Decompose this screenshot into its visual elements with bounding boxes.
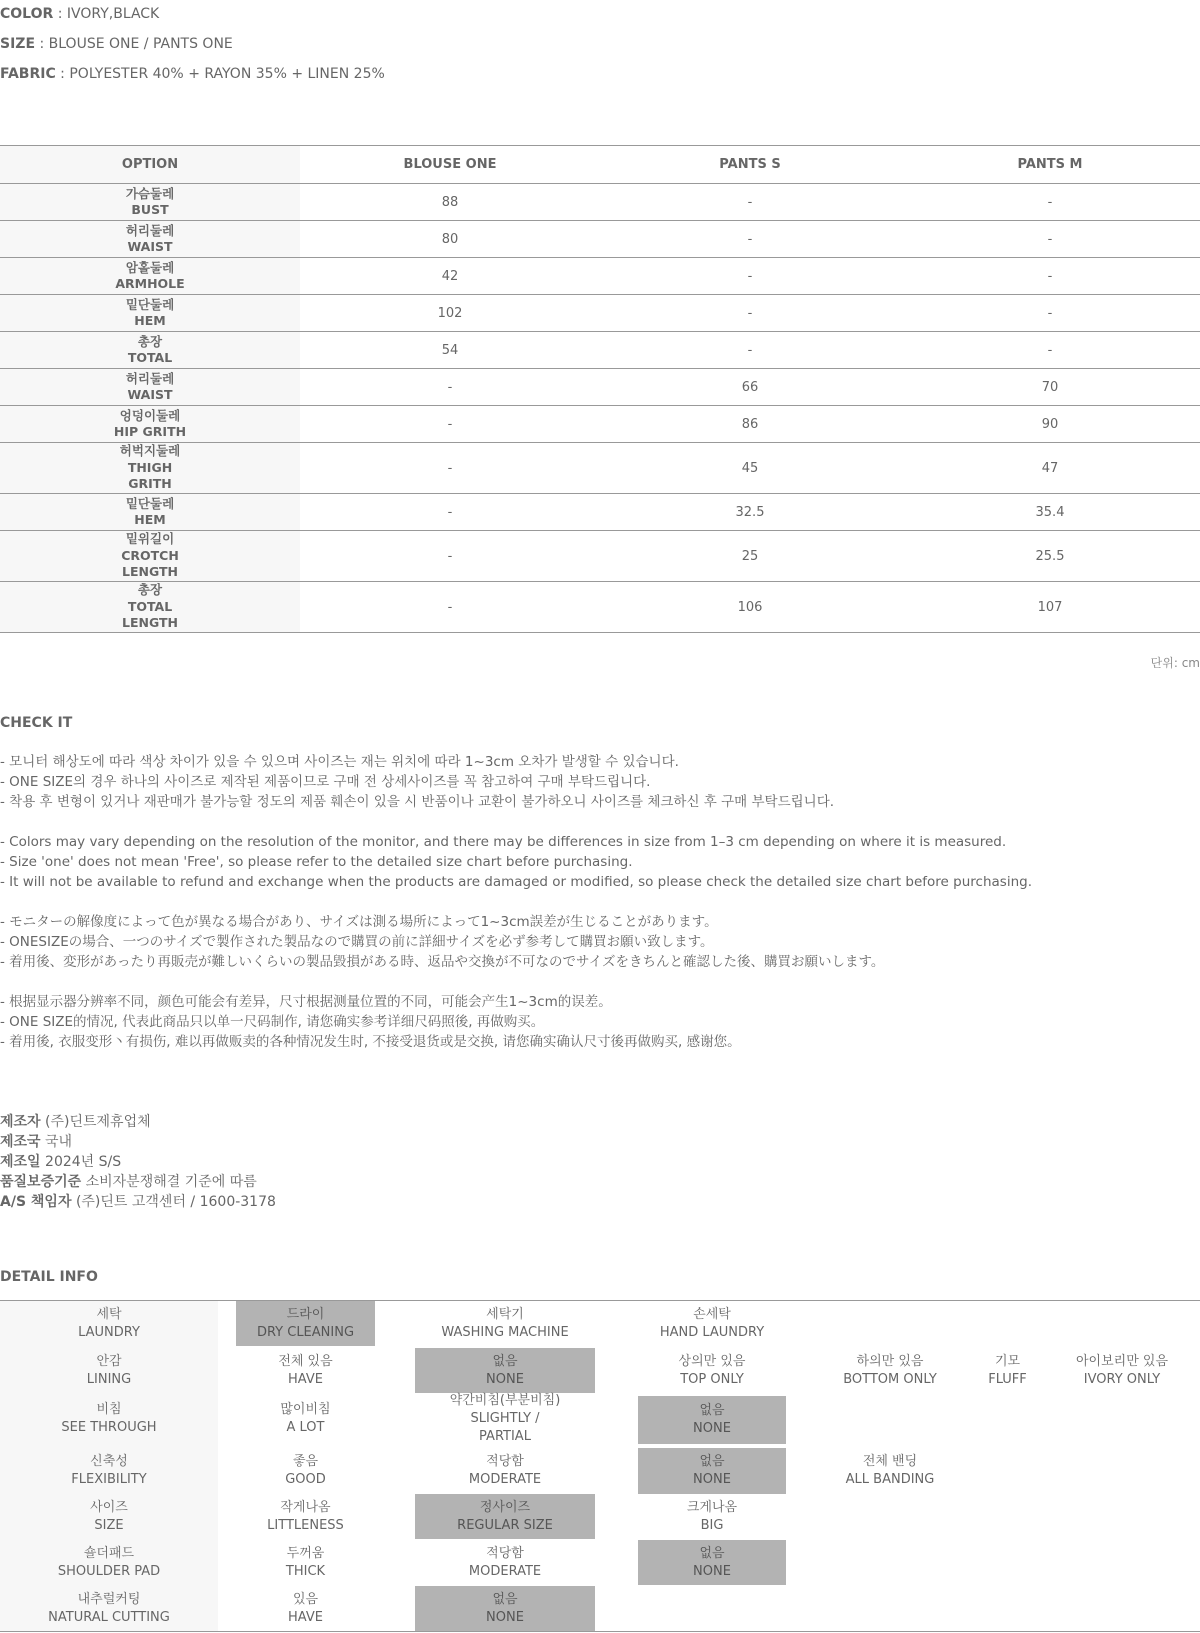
value-cell: - — [600, 184, 900, 221]
maker-label: A/S 책임자 — [0, 1194, 72, 1210]
detail-option — [236, 1396, 375, 1441]
detail-option-ko: 적당함 — [486, 1545, 524, 1561]
option-cell — [0, 332, 300, 369]
value-cell: 70 — [900, 369, 1200, 406]
note-line: - 根据显示器分辨率不同，颜色可能会有差异，尺寸根据测量位置的不同，可能会产生1~3cm的误差。 — [0, 994, 612, 1010]
detail-row-label — [0, 1494, 218, 1539]
detail-option — [638, 1301, 786, 1346]
detail-option — [820, 1448, 960, 1493]
option-cell — [0, 184, 300, 221]
detail-row-label — [0, 1396, 218, 1441]
spec-size-label: SIZE — [0, 36, 36, 52]
note-group — [0, 992, 1200, 1052]
detail-option-en: HAND LAUNDRY — [659, 1324, 765, 1340]
option-cell — [0, 443, 300, 494]
value-cell: 86 — [600, 406, 900, 443]
note-line: - 모니터 해상도에 따라 색상 차이가 있을 수 있으며 사이즈는 재는 위치에 따라 1~3cm 오차가 발생할 수 있습니다. — [0, 754, 679, 770]
detail-label-en: LAUNDRY — [78, 1324, 140, 1340]
option-en: WAIST — [127, 387, 173, 402]
detail-info-title: DETAIL INFO — [0, 1269, 98, 1285]
detail-option-ko: 전체 밴딩 — [862, 1453, 918, 1469]
note-group — [0, 752, 1200, 812]
note-line: - ONE SIZE的情况, 代表此商品只以单一尺码制作, 请您确实参考详细尺码照後, 再做购买。 — [0, 1014, 545, 1030]
note-line: - 착용 후 변형이 있거나 재판매가 불가능할 정도의 제품 훼손이 있을 시 반품이나 교환이 불가하오니 사이즈를 체크하신 후 구매 부탁드립니다. — [0, 794, 835, 810]
option-cell — [0, 369, 300, 406]
size-table-row — [0, 443, 1200, 494]
note-group — [0, 912, 1200, 972]
detail-label-en: FLEXIBILITY — [71, 1471, 147, 1487]
spec-size: SIZE : BLOUSE ONE / PANTS ONE — [0, 36, 233, 52]
value-cell: - — [300, 443, 600, 494]
detail-label-ko: 신축성 — [90, 1453, 128, 1469]
size-table-row — [0, 184, 1200, 221]
size-table-row — [0, 332, 1200, 369]
detail-option-en: TOP ONLY — [680, 1371, 744, 1387]
detail-option-ko: 하의만 있음 — [856, 1353, 924, 1369]
detail-option-en: NONE — [693, 1563, 731, 1579]
value-cell: 32.5 — [600, 494, 900, 531]
option-en: ARMHOLE — [115, 276, 185, 291]
detail-option-en: DRY CLEANING — [256, 1324, 355, 1340]
option-en: HIP GRITH — [113, 424, 187, 439]
size-table-header — [0, 146, 1200, 184]
maker-line — [0, 1152, 276, 1172]
detail-option-ko: 있음 — [292, 1591, 319, 1607]
detail-option-en: GOOD — [285, 1471, 326, 1487]
option-ko: 허리둘레 — [125, 222, 175, 238]
value-cell: - — [300, 582, 600, 633]
option-cell — [0, 295, 300, 332]
maker-label: 제조자 — [0, 1114, 41, 1130]
detail-option-en: THICK — [285, 1563, 326, 1579]
detail-option — [415, 1494, 595, 1539]
value-cell: - — [300, 406, 600, 443]
detail-option-ko: 적당함 — [486, 1453, 524, 1469]
size-table-row — [0, 369, 1200, 406]
detail-option — [236, 1586, 375, 1631]
detail-option — [415, 1301, 595, 1346]
spec-fabric-value: POLYESTER 40% + RAYON 35% + LINEN 25% — [69, 66, 385, 82]
detail-option-en: HAVE — [288, 1371, 323, 1387]
detail-option-en: NONE — [486, 1371, 524, 1387]
spec-size-value: BLOUSE ONE / PANTS ONE — [48, 36, 233, 52]
value-cell: - — [600, 258, 900, 295]
note-line: - モニターの解像度によって色が異なる場合があり、サイズは測る場所によって1~3cm誤差が生じることがあります。 — [0, 914, 718, 930]
option-ko: 밑위길이 — [125, 531, 175, 547]
detail-label-ko: 내추럴커팅 — [77, 1591, 141, 1607]
option-ko: 밑단둘레 — [125, 495, 175, 511]
option-en: BUST — [131, 202, 169, 217]
maker-label: 제조일 — [0, 1154, 41, 1170]
detail-label-ko: 사이즈 — [90, 1499, 128, 1515]
detail-option-en: NONE — [693, 1421, 731, 1436]
detail-bottom-divider — [0, 1631, 1200, 1632]
value-cell: 35.4 — [900, 494, 1200, 531]
value-cell: - — [900, 184, 1200, 221]
maker-label: 제조국 — [0, 1134, 41, 1150]
detail-option — [820, 1348, 960, 1393]
detail-option-ko: 없음 — [699, 1403, 725, 1418]
detail-row-label — [0, 1448, 218, 1493]
check-it-notes — [0, 752, 1200, 1072]
detail-label-ko: 안감 — [96, 1353, 122, 1369]
detail-label-ko: 세탁 — [96, 1306, 122, 1322]
detail-label-en: NATURAL CUTTING — [48, 1609, 170, 1625]
note-group — [0, 832, 1200, 892]
maker-value: 소비자분쟁해결 기준에 따름 — [85, 1174, 257, 1190]
size-table-row — [0, 258, 1200, 295]
maker-info — [0, 1112, 276, 1212]
value-cell: 90 — [900, 406, 1200, 443]
spec-color: COLOR : IVORY,BLACK — [0, 6, 160, 22]
maker-line — [0, 1172, 276, 1192]
detail-option-ko: 없음 — [699, 1545, 725, 1561]
detail-option-ko: 없음 — [699, 1454, 725, 1469]
detail-option-en: MODERATE — [468, 1471, 542, 1487]
detail-option-en: REGULAR SIZE — [457, 1517, 553, 1533]
maker-label: 품질보증기준 — [0, 1174, 82, 1190]
note-line: - 着用後, 衣服变形丶有损伤, 难以再做贩卖的各种情况发生时, 不接受退货或是交换, 请您确实确认尺寸後再做购买, 感谢您。 — [0, 1034, 741, 1050]
option-en: TOTAL — [127, 350, 173, 365]
detail-option — [236, 1494, 375, 1539]
option-cell — [0, 531, 300, 582]
detail-label-ko: 비침 — [96, 1401, 122, 1417]
detail-option — [236, 1448, 375, 1493]
option-ko: 엉덩이둘레 — [119, 407, 181, 423]
detail-option-en: A LOT — [286, 1419, 325, 1435]
option-en: HEM — [134, 512, 166, 527]
size-table-row — [0, 582, 1200, 633]
option-en: WAIST — [127, 239, 173, 254]
option-ko: 총장 — [137, 333, 163, 349]
option-cell — [0, 406, 300, 443]
detail-option-en: NONE — [693, 1472, 731, 1487]
header-pants-s: PANTS S — [600, 146, 900, 184]
detail-option-ko: 아이보리만 있음 — [1075, 1353, 1169, 1369]
option-ko: 총장 — [137, 582, 163, 598]
detail-option-ko: 두꺼움 — [286, 1545, 325, 1561]
value-cell: 45 — [600, 443, 900, 494]
detail-option — [236, 1348, 375, 1393]
detail-option — [415, 1348, 595, 1393]
detail-option — [415, 1448, 595, 1493]
maker-value: (주)딘트 고객센터 / 1600-3178 — [75, 1194, 276, 1210]
detail-option-en: WASHING MACHINE — [441, 1324, 569, 1340]
value-cell: - — [300, 531, 600, 582]
detail-label-en: SHOULDER PAD — [57, 1563, 161, 1579]
maker-value: 2024년 S/S — [45, 1154, 122, 1170]
value-cell: - — [300, 494, 600, 531]
value-cell: - — [600, 221, 900, 258]
spec-color-value: IVORY,BLACK — [66, 6, 160, 22]
unit-label: 단위: cm — [1150, 656, 1200, 670]
detail-option-ko: 약간비침(부분비침) — [449, 1393, 561, 1408]
option-en: TOTAL LENGTH — [122, 598, 178, 631]
note-line: - It will not be available to refund and exchange when the products are damaged or modified, so please check the detailed size chart before purchasing. — [0, 874, 1032, 890]
header-blouse-one: BLOUSE ONE — [300, 146, 600, 184]
value-cell: 88 — [300, 184, 600, 221]
detail-option — [638, 1396, 786, 1444]
detail-option-ko: 크게나옴 — [686, 1499, 738, 1515]
detail-option — [638, 1494, 786, 1539]
option-en: HEM — [134, 313, 166, 328]
option-ko: 허리둘레 — [125, 370, 175, 386]
detail-option-ko: 없음 — [492, 1353, 518, 1369]
detail-option-ko: 손세탁 — [693, 1306, 731, 1322]
detail-option — [236, 1301, 375, 1346]
detail-label-ko: 숄더패드 — [83, 1545, 135, 1561]
detail-option-ko: 많이비침 — [280, 1401, 331, 1417]
header-option: OPTION — [0, 146, 300, 184]
detail-option-en: NONE — [486, 1609, 524, 1625]
option-cell — [0, 221, 300, 258]
value-cell: - — [600, 295, 900, 332]
option-cell — [0, 258, 300, 295]
detail-option-ko: 작게나옴 — [280, 1499, 331, 1515]
detail-row-label — [0, 1586, 218, 1631]
detail-row-label — [0, 1540, 218, 1585]
check-it-title: CHECK IT — [0, 715, 73, 731]
detail-option — [638, 1348, 786, 1393]
value-cell: - — [900, 258, 1200, 295]
spec-fabric: FABRIC : POLYESTER 40% + RAYON 35% + LINEN 25% — [0, 66, 385, 82]
option-cell — [0, 494, 300, 531]
detail-label-en: SEE THROUGH — [61, 1419, 157, 1435]
detail-option-en: HAVE — [288, 1609, 323, 1625]
value-cell: 102 — [300, 295, 600, 332]
detail-option — [415, 1390, 595, 1448]
detail-option-ko: 전체 있음 — [278, 1353, 333, 1369]
spec-fabric-label: FABRIC — [0, 66, 56, 82]
value-cell: 42 — [300, 258, 600, 295]
detail-option-en: IVORY ONLY — [1083, 1371, 1161, 1387]
detail-option-en: ALL BANDING — [845, 1471, 935, 1487]
option-ko: 암홀둘레 — [125, 259, 175, 275]
option-cell — [0, 582, 300, 633]
option-en: CROTCH LENGTH — [121, 547, 179, 580]
note-line: - 着用後、変形があったり再販売が難しいくらいの製品毀損がある時、返品や交換が不可なのでサイズをきちんと確認した後、購買お願いします。 — [0, 954, 885, 970]
value-cell: - — [300, 369, 600, 406]
value-cell: 106 — [600, 582, 900, 633]
detail-option-en: BOTTOM ONLY — [843, 1371, 937, 1387]
option-ko: 허벅지둘레 — [119, 443, 181, 459]
maker-line — [0, 1192, 276, 1212]
maker-line — [0, 1112, 276, 1132]
option-ko: 가슴둘레 — [125, 185, 175, 201]
detail-option-ko: 정사이즈 — [479, 1499, 531, 1515]
detail-option — [970, 1348, 1045, 1393]
note-line: - ONE SIZE의 경우 하나의 사이즈로 제작된 제품이므로 구매 전 상세사이즈를 꼭 참고하여 구매 부탁드립니다. — [0, 774, 651, 790]
detail-option — [1070, 1348, 1174, 1393]
maker-value: (주)딘트제휴업체 — [45, 1114, 151, 1130]
detail-option-ko: 좋음 — [292, 1453, 319, 1469]
spec-color-label: COLOR — [0, 6, 54, 22]
value-cell: 47 — [900, 443, 1200, 494]
detail-option — [638, 1448, 786, 1494]
value-cell: - — [900, 295, 1200, 332]
value-cell: 25 — [600, 531, 900, 582]
header-pants-m: PANTS M — [900, 146, 1200, 184]
value-cell: - — [600, 332, 900, 369]
detail-label-en: LINING — [86, 1371, 132, 1387]
size-table-row — [0, 494, 1200, 531]
size-table — [0, 145, 1200, 633]
detail-row-label — [0, 1348, 218, 1393]
note-line: - ONESIZEの場合、一つのサイズで製作された製品なので購買の前に詳細サイズを必ず参考して購買お願い致します。 — [0, 934, 714, 950]
detail-option — [415, 1586, 595, 1631]
detail-option-ko: 기모 — [994, 1353, 1021, 1369]
detail-option-en: MODERATE — [468, 1563, 542, 1579]
detail-option-ko: 세탁기 — [486, 1306, 524, 1322]
detail-option — [415, 1540, 595, 1585]
size-table-row — [0, 406, 1200, 443]
option-en: THIGH GRITH — [127, 459, 173, 492]
detail-option-en: LITTLENESS — [267, 1517, 344, 1533]
note-line: - Size 'one' does not mean 'Free', so please refer to the detailed size chart before purchasing. — [0, 854, 633, 870]
detail-option-ko: 없음 — [492, 1591, 518, 1607]
value-cell: - — [900, 221, 1200, 258]
value-cell: - — [900, 332, 1200, 369]
value-cell: 107 — [900, 582, 1200, 633]
value-cell: 25.5 — [900, 531, 1200, 582]
maker-line — [0, 1132, 276, 1152]
size-table-row — [0, 221, 1200, 258]
detail-option-ko: 드라이 — [286, 1306, 325, 1322]
detail-option-en: BIG — [700, 1517, 724, 1533]
detail-row-label — [0, 1301, 218, 1346]
maker-value: 국내 — [45, 1134, 73, 1150]
value-cell: 54 — [300, 332, 600, 369]
size-table-row — [0, 295, 1200, 332]
size-table-row — [0, 531, 1200, 582]
value-cell: 66 — [600, 369, 900, 406]
option-ko: 밑단둘레 — [125, 296, 175, 312]
note-line: - Colors may vary depending on the resolution of the monitor, and there may be differences in size from 1–3 cm depending on where it is measured. — [0, 834, 1007, 850]
detail-option-ko: 상의만 있음 — [678, 1353, 746, 1369]
value-cell: 80 — [300, 221, 600, 258]
detail-option-en: SLIGHTLY / PARTIAL — [470, 1411, 540, 1444]
detail-option-en: FLUFF — [988, 1371, 1027, 1387]
detail-label-en: SIZE — [94, 1517, 124, 1533]
detail-option — [638, 1540, 786, 1585]
detail-option — [236, 1540, 375, 1585]
